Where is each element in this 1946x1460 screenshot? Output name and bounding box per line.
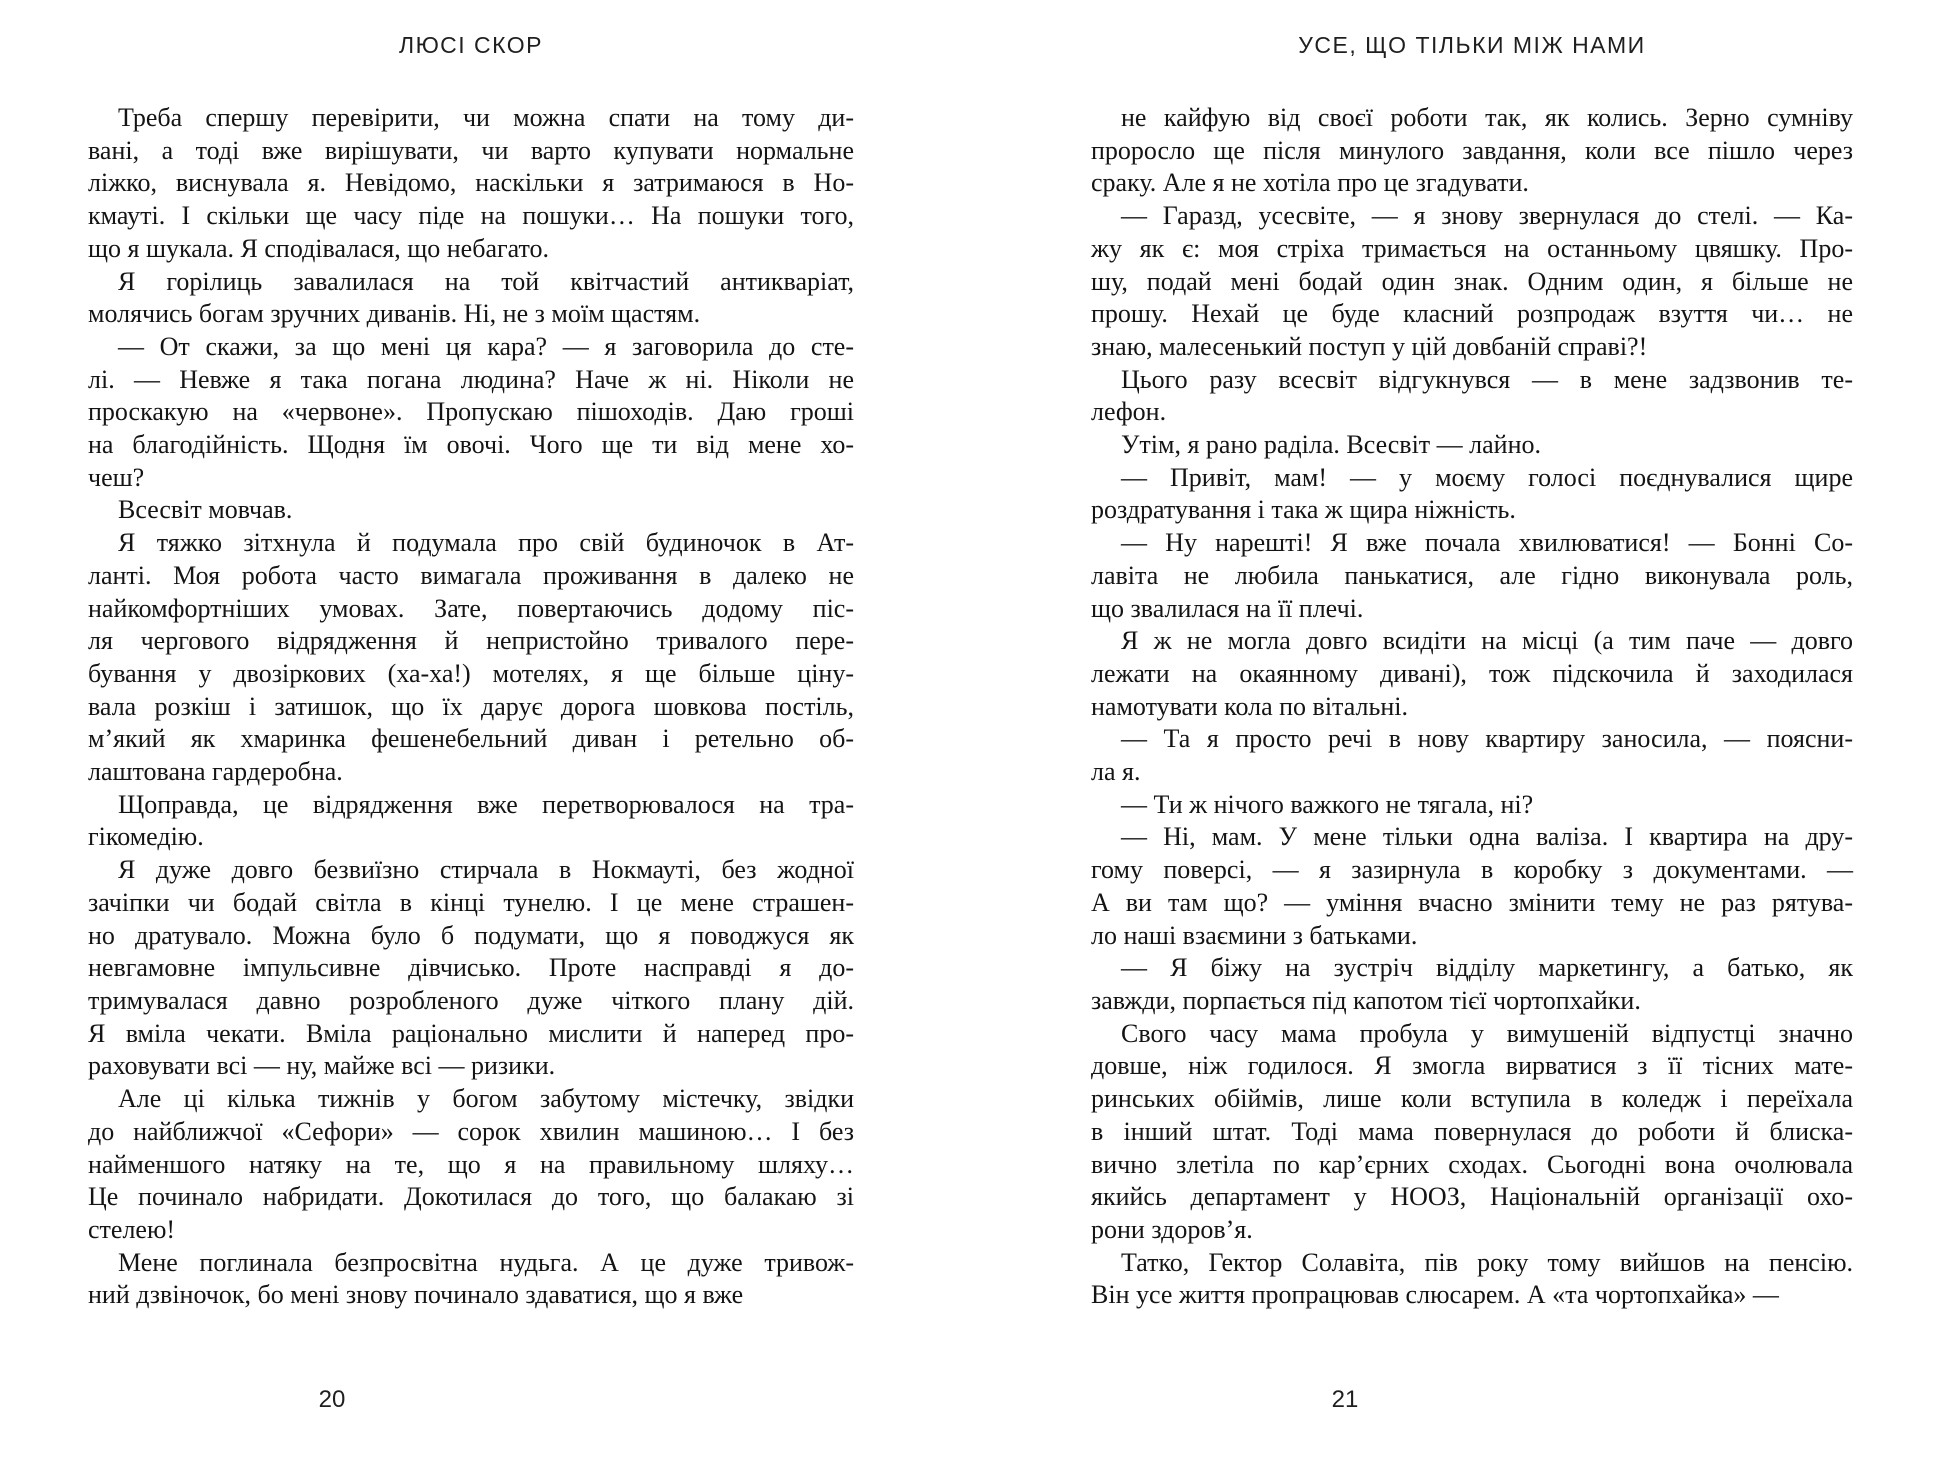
text-line: лі. — Невже я така погана людина? Наче ж ні. Ніколи не [88, 364, 854, 394]
text-line: стелею! [88, 1214, 176, 1244]
text-line: найменшого натяку на те, що я на правильному шляху… [88, 1149, 854, 1179]
text-line: Утім, я рано раділа. Всесвіт — лайно. [1121, 430, 1541, 460]
paragraph [1091, 200, 1853, 364]
text-line: ний дзвіночок, бо мені знову починало здаватися, що я вже [88, 1280, 744, 1310]
paragraph [88, 527, 854, 789]
text-line: лефон. [1091, 397, 1167, 427]
text-line: чеш? [88, 462, 145, 492]
text-line: не кайфую від своєї роботи так, як колись. Зерно сумніву [1121, 103, 1853, 132]
text-line: зачіпки чи бодай світла в кінці тунелю. І це мене страшен- [88, 887, 854, 917]
paragraph [88, 102, 854, 266]
paragraph [1091, 952, 1853, 1017]
text-line: ринських обіймів, лише коли вступила в коледж і переїхала [1091, 1084, 1853, 1114]
paragraph [1091, 789, 1853, 822]
text-line: знаю, малесенький поступ у цій довбаній справі?! [1091, 331, 1648, 361]
paragraph [88, 854, 854, 1083]
text-line: м’який як хмаринка фешенебельний диван і ретельно об- [88, 724, 854, 754]
text-line: — Привіт, мам! — у моєму голосі поєднувалися щире [1121, 462, 1853, 492]
text-line: — Я біжу на зустріч відділу маркетингу, а батько, як [1121, 953, 1853, 983]
text-line: Треба спершу перевірити, чи можна спати на тому ди- [118, 103, 854, 132]
text-line: — Ні, мам. У мене тільки одна валіза. І квартира на дру- [1121, 822, 1853, 852]
text-line: якийсь департамент у НООЗ, Національній організації охо- [1091, 1182, 1853, 1212]
paragraph [1091, 821, 1853, 952]
text-line: завжди, порпається під капотом тієї чортопхайки. [1091, 985, 1641, 1015]
text-line: молячись богам зручних диванів. Ні, не з моїм щастям. [88, 299, 701, 329]
paragraph [88, 331, 854, 495]
paragraph [1091, 1018, 1853, 1247]
text-line: — Гаразд, усесвіте, — я знову звернулася до стелі. — Ка- [1121, 201, 1853, 231]
text-line: лаштована гардеробна. [88, 757, 343, 787]
text-line: кмауті. І скільки ще часу піде на пошуки… На пошуки того, [88, 201, 854, 231]
paragraph [1091, 102, 1853, 200]
paragraph [1091, 723, 1853, 788]
right-page-number: 21 [1331, 1386, 1359, 1413]
text-line: но дратувало. Можна було б подумати, що я поводжуся як [88, 920, 854, 950]
text-line: лежати на окаянному дивані), тож підскочила й заходилася [1091, 658, 1853, 688]
paragraph [88, 1247, 854, 1312]
text-line: — Ну нарешті! Я вже почала хвилюватися! — Бонні Со- [1121, 528, 1853, 558]
paragraph [1091, 462, 1853, 527]
text-line: — Ти ж нічого важкого не тягала, ні? [1121, 789, 1534, 819]
text-line: що я шукала. Я сподівалася, що небагато. [88, 233, 550, 263]
text-line: намотувати кола по вітальні. [1091, 691, 1408, 721]
text-line: роздратування і така ж щира ніжність. [1091, 495, 1516, 525]
text-line: Всесвіт мовчав. [118, 495, 293, 525]
text-line: Я тяжко зітхнула й подумала про свій будиночок в Ат- [118, 528, 854, 558]
text-line: гікомедію. [88, 822, 204, 852]
text-line: до найближчої «Сефори» — сорок хвилин машиною… І без [88, 1116, 854, 1146]
right-text-column [1091, 102, 1853, 1312]
text-line: вані, а тоді вже вирішувати, чи варто купувати нормальне [88, 135, 854, 165]
left-text-column [88, 102, 854, 1312]
left-page-number: 20 [318, 1386, 346, 1413]
text-line: лавіта не любила панькатися, але гідно виконувала роль, [1091, 560, 1853, 590]
text-line: Цього разу всесвіт відгукнувся — в мене задзвонив те- [1121, 364, 1853, 394]
text-line: Я ж не могла довго всидіти на місці (а тим паче — довго [1121, 626, 1853, 656]
text-line: А ви там що? — уміння вчасно змінити тему не раз рятува- [1091, 887, 1853, 917]
text-line: невгамовне імпульсивне дівчисько. Проте насправді я до- [88, 953, 854, 983]
paragraph [88, 789, 854, 854]
paragraph [88, 494, 854, 527]
text-line: ліжко, виснувала я. Невідомо, наскільки я затримаюся в Но- [88, 168, 854, 198]
text-line: вала розкіш і затишок, що їх дарує дорога шовкова постіль, [88, 691, 854, 721]
paragraph [1091, 625, 1853, 723]
text-line: прошу. Нехай це буде класний розпродаж взуття чи… не [1091, 299, 1853, 329]
text-line: шу, подай мені бодай один знак. Одним один, я більше не [1091, 266, 1853, 296]
text-line: сраку. Але я не хотіла про це згадувати. [1091, 168, 1529, 198]
text-line: проскакую на «червоне». Пропускаю пішоходів. Даю гроші [88, 397, 854, 427]
paragraph [1091, 429, 1853, 462]
text-line: Але ці кілька тижнів у богом забутому містечку, звідки [118, 1084, 854, 1114]
right-running-head: УСЕ, ЩО ТІЛЬКИ МІЖ НАМИ [1298, 32, 1646, 58]
text-line: проросло ще після минулого завдання, коли все пішло через [1091, 135, 1853, 165]
text-line: — Та я просто речі в нову квартиру заносила, — поясни- [1121, 724, 1853, 754]
text-line: на благодійність. Щодня їм овочі. Чого ще ти від мене хо- [88, 430, 854, 460]
text-line: ла я. [1091, 757, 1141, 787]
paragraph [1091, 364, 1853, 429]
paragraph [88, 266, 854, 331]
text-line: що звалилася на її плечі. [1091, 593, 1364, 623]
left-running-head: ЛЮСІ СКОР [399, 32, 543, 58]
text-line: ло наші взаємини з батьками. [1091, 920, 1418, 950]
text-line: вично злетіла по кар’єрних сходах. Сьогодні вона очолювала [1091, 1149, 1853, 1179]
paragraph [1091, 1247, 1853, 1312]
text-line: Він усе життя пропрацював слюсарем. А «та чортопхайка» — [1091, 1280, 1779, 1310]
text-line: Мене поглинала безпросвітна нудьга. А це дуже тривож- [118, 1247, 854, 1277]
text-line: ланті. Моя робота часто вимагала проживання в далеко не [88, 560, 854, 590]
text-line: Я дуже довго безвиїзно стирчала в Нокмауті, без жодної [118, 855, 854, 885]
text-line: гому поверсі, — я зазирнула в коробку з документами. — [1091, 855, 1853, 885]
paragraph [1091, 527, 1853, 625]
text-line: рони здоров’я. [1091, 1214, 1253, 1244]
text-line: тримувалася давно розробленого дуже чіткого плану дій. [88, 985, 854, 1015]
paragraph [88, 1083, 854, 1247]
text-line: Я горілиць завалилася на той квітчастий антикваріат, [118, 266, 854, 296]
text-line: Свого часу мама пробула у вимушеній відпустці значно [1121, 1018, 1853, 1048]
text-line: Це починало набридати. Докотилася до того, що балакаю зі [88, 1182, 854, 1212]
text-line: жу як є: моя стріха тримається на останньому цвяшку. Про- [1091, 233, 1853, 263]
text-line: Я вміла чекати. Вміла раціонально мислити й наперед про- [88, 1018, 854, 1048]
text-line: Татко, Гектор Солавіта, пів року тому вийшов на пенсію. [1121, 1247, 1853, 1277]
text-line: ля чергового відрядження й непристойно тривалого пере- [88, 626, 854, 656]
text-line: Щоправда, це відрядження вже перетворювалося на тра- [118, 789, 854, 819]
text-line: бування у двозіркових (ха-ха!) мотелях, я ще більше ціну- [88, 658, 854, 688]
text-line: — От скажи, за що мені ця кара? — я заговорила до сте- [118, 331, 854, 361]
text-line: раховувати всі — ну, майже всі — ризики. [88, 1051, 556, 1081]
text-line: довше, ніж годилося. Я змогла вирватися з її тісних мате- [1091, 1051, 1853, 1081]
text-line: в інший штат. Тоді мама повернулася до роботи й блиска- [1091, 1116, 1853, 1146]
text-line: найкомфортніших умовах. Зате, повертаючись додому піс- [88, 593, 854, 623]
